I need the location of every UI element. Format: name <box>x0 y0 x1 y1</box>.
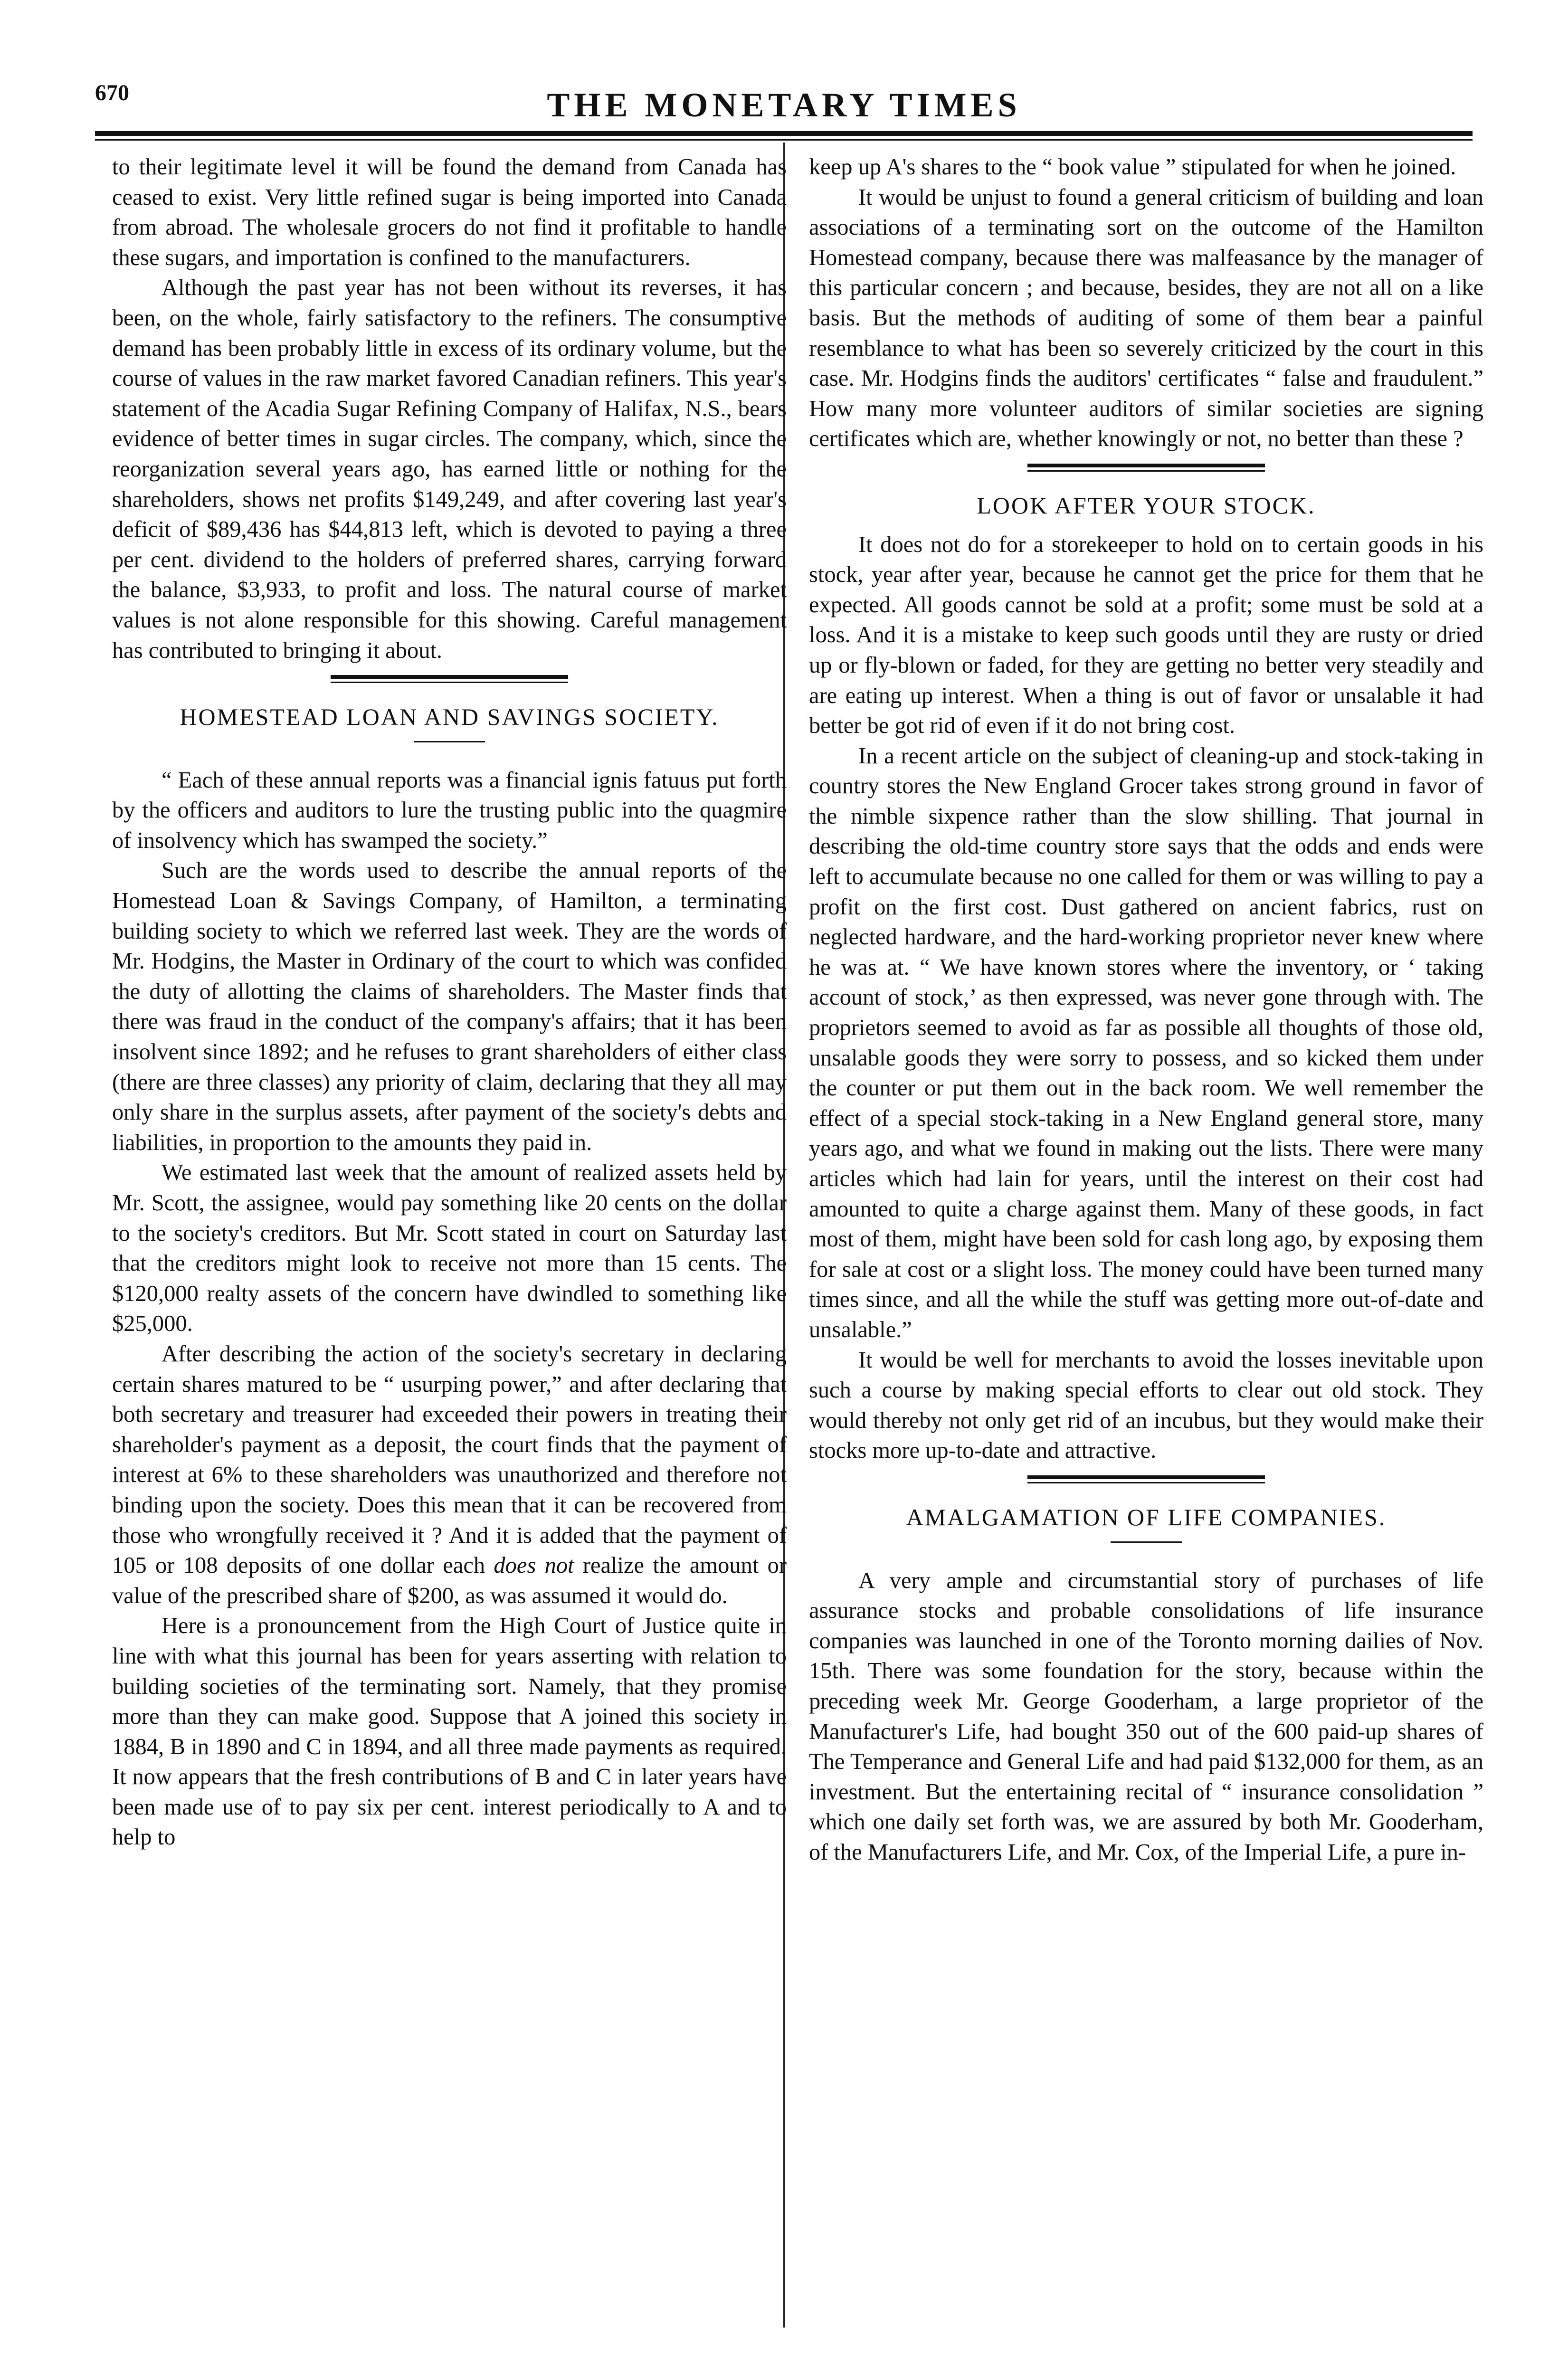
homestead-title: HOMESTEAD LOAN AND SAVINGS SOCIETY. <box>180 703 719 731</box>
header-rule-thick <box>95 131 1473 136</box>
stock-paragraph-1: It does not do for a storekeeper to hold on to certain goods in his stock, year after year, because he cannot get the price for them that he expected. All goods cannot be sold at a profit; some must be sold at a loss. And it is a mistake to keep such goods until they are rusty or dried up or fly-blown or faded, for they are getting no better very steadily and are eating up interest. When a thing is out of favor or unsalable it had better be got rid of even if it do not bring cost. <box>809 532 1483 739</box>
stock-paragraph-2: In a recent article on the subject of cleaning-up and stock-taking in country stores the New England Grocer takes strong ground in favor of the nimble sixpence rather than the slow shilling. That journal in describing the old-time country store says that the odds and ends were left to accumulate because no one called for them or was willing to pay a profit on the first cost. Dust gathered on ancient fabrics, rust on neglected hardware, and the hard-working proprietor never knew where he was at. “ We have known stores where the inventory, or ‘ taking account of stock,’ as then expressed, was never gone through with. The proprietors seemed to avoid as far as possible all thoughts of those old, unsalable goods they were sorry to possess, and so kicked them under the counter or put them out in the back room. We well remember the effect of a special stock-taking in a New England general store, many years ago, and what we found in making out the lists. There were many articles which had lain for years, until the interest on their cost had amounted to quite a charge against them. Many of these goods, in fact most of them, might have been sold for cash long ago, by exposing them for sale at cost or a slight loss. The money could have been turned many times since, and all the while the stuff was getting more out-of-date and unsalable.” <box>809 743 1483 1342</box>
homestead-quote: “ Each of these annual reports was a financial ignis fatuus put forth by the officers and auditors to lure the trusting public into the quagmire of insolvency which has swamped the society.” <box>112 767 787 853</box>
section-divider <box>1027 1475 1265 1483</box>
homestead-paragraph-5: Here is a pronouncement from the High Court of Justice quite in line with what this journal has been for years asserting with relation to building societies of the terminating sort. Namely, that they promise more than they can make good. Suppose that A joined this society in 1884, B in 1890 and C in 1894, and all three made payments as required. It now appears that the fresh contributions of B and C in later years have been made use of to pay six per cent. interest periodically to A and to help to <box>112 1613 787 1850</box>
homestead-p4-text-end: realize the amount or value of the prescribed share of $200, as was assumed it would do. <box>112 1553 787 1608</box>
header-rule-thin <box>95 139 1473 141</box>
title-rule <box>1111 1541 1182 1543</box>
stock-title: LOOK AFTER YOUR STOCK. <box>977 492 1316 519</box>
masthead-title: THE MONETARY TIMES <box>547 86 1021 124</box>
homestead-continued-2: It would be unjust to found a general criticism of building and loan associations of a terminating sort on the outcome of the Hamilton Homestead company, because there was malfeasance by the manager of this particular concern ; and because, besides, they are not all on a like basis. But the methods of auditing of some of them bear a painful resemblance to what has been so severely criticized by the court in this case. Mr. Hodgins finds the auditors' certificates “ false and fraudulent.” How many more volunteer auditors of similar societies are signing certificates which are, whether knowingly or not, no better than these ? <box>809 184 1483 452</box>
sugar-paragraph-1: to their legitimate level it will be found the demand from Canada has ceased to exist. Very little refined sugar is being imported into Canada from abroad. The wholesale grocers do not find it profitable to handle these sugars, and importation is confined to the manufacturers. <box>112 154 787 270</box>
homestead-paragraph-3: We estimated last week that the amount of realized assets held by Mr. Scott, the assignee, would pay something like 20 cents on the dollar to the society's creditors. But Mr. Scott stated in court on Saturday last that the creditors might look to receive not more than 15 cents. The $120,000 realty assets of the concern have dwindled to something like $25,000. <box>112 1160 787 1337</box>
left-column <box>112 152 787 2337</box>
section-divider <box>1027 464 1265 472</box>
sugar-paragraph-2: Although the past year has not been without its reverses, it has been, on the whole, fairly satisfactory to the refiners. The consumptive demand has been probably little in excess of its ordinary volume, but the course of values in the raw market favored Canadian refiners. This year's statement of the Acadia Sugar Refining Company of Halifax, N.S., bears evidence of better times in sugar circles. The company, which, since the reorganization several years ago, has earned little or nothing for the shareholders, shows net profits $149,249, and after covering last year's deficit of $89,436 has $44,813 left, which is devoted to paying a three per cent. dividend to the holders of preferred shares, carrying forward the balance, $3,933, to profit and loss. The natural course of market values is not alone responsible for this showing. Careful management has contributed to bringing it about. <box>112 275 787 663</box>
amalgamation-paragraph-1: A very ample and circumstantial story of purchases of life assurance stocks and probable consolidations of life insurance companies was launched in one of the Toronto morning dailies of Nov. 15th. There was some foundation for the story, because within the preceding week Mr. George Gooderham, a large proprietor of the Manufacturer's Life, had bought 350 out of the 600 paid-up shares of The Temperance and General Life and had paid $132,000 for them, as an investment. But the entertaining recital of “ insurance consolidation ” which one daily set forth was, we are assured by both Mr. Gooderham, of the Manufacturers Life, and Mr. Cox, of the Imperial Life, a pure in- <box>809 1568 1483 1865</box>
homestead-continued-1: keep up A's shares to the “ book value ” stipulated for when he joined. <box>809 154 1456 180</box>
homestead-p4-text: After describing the action of the society's secretary in declaring certain shares matured to be “ usurping power,” and after declaring that both secretary and treasurer had exceeded their powers in treating their shareholder's payment as a deposit, the court finds that the payment of interest at 6% to these shareholders was unauthorized and therefore not binding upon the society. Does this mean that it can be recovered from those who wrongfully received it ? And it is added that the payment of 105 or 108 deposits of one dollar each <box>112 1341 787 1578</box>
stock-paragraph-3: It would be well for merchants to avoid the losses inevitable upon such a course by making special efforts to clear out old stock. They would thereby not only get rid of an incubus, but they would make their stocks more up-to-date and attractive. <box>809 1347 1483 1463</box>
title-rule <box>414 741 485 742</box>
homestead-paragraph-4 <box>112 1339 787 1611</box>
homestead-paragraph-2: Such are the words used to describe the annual reports of the Homestead Loan & Savings Company, of Hamilton, a terminating building society to which we referred last week. They are the words of Mr. Hodgins, the Master in Ordinary of the court to which was confided the duty of allotting the claims of shareholders. The Master finds that there was fraud in the conduct of the company's affairs; that it has been insolvent since 1892; and he refuses to grant shareholders of either class (there are three classes) any priority of claim, declaring that they all may only share in the surplus assets, after payment of the society's debts and liabilities, in proportion to the amounts they paid in. <box>112 858 787 1155</box>
page-header <box>0 0 1568 138</box>
section-divider <box>331 675 568 683</box>
right-column <box>809 152 1483 2337</box>
page-number: 670 <box>95 80 129 105</box>
amalgamation-title: AMALGAMATION OF LIFE COMPANIES. <box>906 1503 1387 1530</box>
homestead-p4-emphasis: does not <box>494 1553 574 1578</box>
